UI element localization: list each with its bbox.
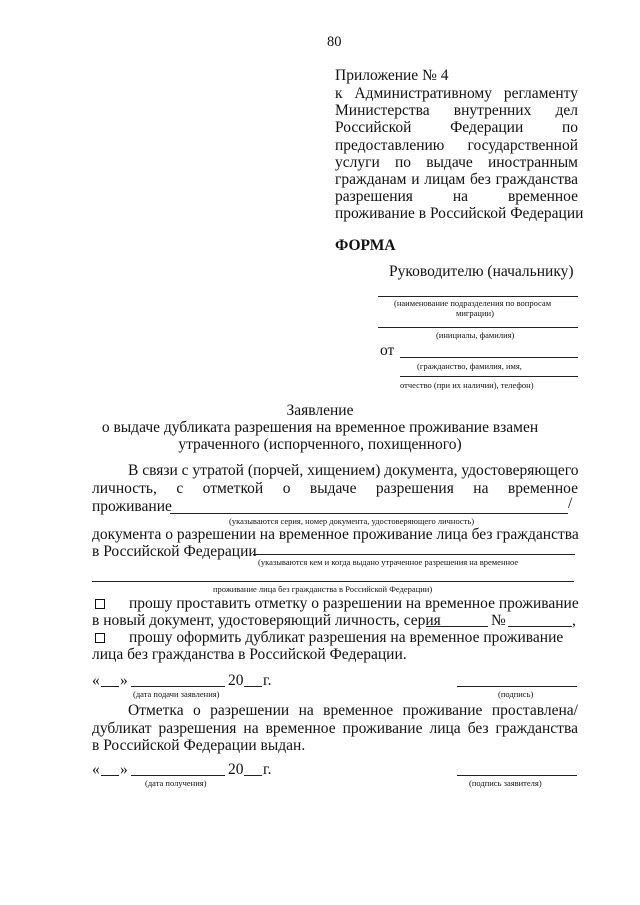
word: Министерства bbox=[335, 102, 430, 120]
date-1-open-quote: « bbox=[92, 672, 100, 689]
word: Административному bbox=[354, 85, 492, 102]
word: внутренних bbox=[453, 102, 532, 120]
word: без bbox=[467, 720, 489, 737]
word: о bbox=[192, 702, 201, 719]
word: и bbox=[411, 171, 420, 188]
date-2-open-quote: « bbox=[92, 761, 100, 778]
note-line-2 bbox=[92, 720, 578, 738]
word: отметкой bbox=[202, 480, 264, 497]
word: на bbox=[452, 188, 469, 206]
word: разрешения bbox=[335, 188, 413, 206]
note-line-1 bbox=[128, 702, 578, 720]
word: к bbox=[335, 85, 343, 102]
lost-permit-field-line-2[interactable] bbox=[92, 581, 574, 582]
hint-sign-1: (подпись) bbox=[498, 689, 534, 699]
word: гражданства bbox=[495, 720, 578, 737]
number-input-line[interactable] bbox=[508, 626, 572, 627]
word: разрешения bbox=[375, 480, 454, 497]
series-field-line[interactable] bbox=[170, 513, 568, 514]
word: временное bbox=[265, 720, 336, 737]
statement-subtitle-1: о выдаче дубликата разрешения на временное проживание взамен bbox=[101, 419, 539, 436]
word: лица bbox=[429, 720, 461, 737]
word: на bbox=[243, 720, 259, 737]
word: государственной bbox=[467, 136, 578, 154]
body-line-1: В связи с утратой (порчей, хищением) документа, удостоверяющего bbox=[128, 462, 579, 479]
statement-subtitle-2: утраченного (испорченного, похищенного) bbox=[178, 436, 462, 453]
option-1-number-sign: № bbox=[491, 612, 506, 629]
page-number: 80 bbox=[327, 34, 342, 50]
option-1-line-2: в новый документ, удостоверяющий личность, серия bbox=[92, 612, 441, 629]
addressee-to: Руководителю (начальнику) bbox=[389, 263, 574, 280]
word: личность, bbox=[92, 480, 157, 497]
date-1-month-line[interactable] bbox=[131, 686, 225, 687]
option-1-comma: , bbox=[572, 612, 576, 629]
body-line-3-end: / bbox=[568, 495, 573, 512]
option-2-line-1: прошу оформить дубликат разрешения на временное проживание bbox=[129, 629, 564, 646]
date-2-year-line[interactable] bbox=[244, 775, 262, 776]
date-1-year: 20 bbox=[228, 672, 244, 689]
word: дел bbox=[555, 102, 578, 120]
word: на bbox=[298, 702, 314, 719]
statement-title: Заявление bbox=[286, 402, 354, 419]
word: о bbox=[282, 480, 291, 497]
word: проживание bbox=[402, 702, 483, 719]
date-1-close-quote: » bbox=[120, 672, 128, 689]
appendix-line bbox=[335, 154, 578, 172]
appendix-title: Приложение № 4 bbox=[335, 67, 449, 84]
date-1-day-line[interactable] bbox=[101, 686, 119, 687]
word: гражданам bbox=[335, 171, 407, 188]
hint-lost-1: (указываются кем и когда выдано утраченное разрешения на временное bbox=[258, 557, 519, 567]
unit-field-line[interactable] bbox=[378, 296, 578, 297]
word: с bbox=[176, 480, 184, 497]
date-2-month-line[interactable] bbox=[131, 775, 225, 776]
hint-date-2: (дата получения) bbox=[145, 778, 207, 788]
lost-permit-field-line[interactable] bbox=[253, 554, 575, 555]
body-line-2 bbox=[92, 480, 578, 498]
hint-date-1: (дата подачи заявления) bbox=[133, 689, 220, 699]
body-line-4: документа о разрешении на временное проживание лица без гражданства bbox=[92, 526, 579, 543]
hint-lost-2: проживание лица без гражданства в Российской Федерации) bbox=[213, 584, 433, 594]
word: на bbox=[473, 480, 489, 497]
option-2-line-2: лица без гражданства в Российской Федерации. bbox=[92, 646, 407, 663]
signature-1-line[interactable] bbox=[457, 686, 577, 687]
word: дубликат bbox=[92, 720, 152, 737]
date-2-day-line[interactable] bbox=[101, 775, 119, 776]
appendix-line bbox=[335, 171, 578, 189]
option-2-checkbox[interactable] bbox=[95, 633, 105, 643]
date-2-year-suffix: г. bbox=[263, 761, 272, 778]
word: предоставлению bbox=[335, 136, 445, 154]
word: услуги bbox=[335, 153, 380, 171]
hint-patronymic: отчество (при их наличии), телефон) bbox=[400, 380, 534, 390]
appendix-line bbox=[335, 85, 578, 103]
word: временное bbox=[507, 480, 578, 497]
date-1-year-suffix: г. bbox=[263, 672, 272, 689]
signature-2-line[interactable] bbox=[457, 775, 577, 776]
word: выдаче bbox=[426, 153, 473, 171]
appendix-line bbox=[335, 188, 578, 206]
hint-unit-2: миграции) bbox=[456, 308, 494, 318]
hint-sign-2: (подпись заявителя) bbox=[469, 778, 542, 788]
word: проставлена/ bbox=[491, 702, 578, 719]
word: Отметка bbox=[128, 702, 184, 719]
patronymic-field-line[interactable] bbox=[400, 376, 578, 377]
word: иностранным bbox=[487, 153, 578, 171]
date-1-year-line[interactable] bbox=[244, 686, 262, 687]
citizen-field-line[interactable] bbox=[400, 357, 578, 358]
word: по bbox=[561, 119, 578, 137]
hint-citizen: (гражданство, фамилия, имя, bbox=[417, 361, 522, 371]
word: разрешения bbox=[158, 720, 237, 737]
hint-initials: (инициалы, фамилия) bbox=[436, 330, 515, 340]
word: Российской bbox=[335, 119, 412, 137]
word: временное bbox=[507, 188, 578, 206]
option-1-checkbox[interactable] bbox=[95, 599, 105, 609]
appendix-line bbox=[335, 119, 578, 137]
word: выдаче bbox=[309, 480, 357, 497]
from-label: от bbox=[380, 342, 395, 359]
date-2-close-quote: » bbox=[120, 761, 128, 778]
word: временное bbox=[323, 702, 394, 719]
form-label: ФОРМА bbox=[335, 237, 396, 254]
initials-field-line[interactable] bbox=[378, 327, 578, 328]
hint-unit-1: (наименование подразделения по вопросам bbox=[394, 298, 552, 308]
option-1-line-1: прошу проставить отметку о разрешении на временное проживание bbox=[129, 595, 579, 612]
hint-series: (указываются серия, номер документа, удостоверяющего личность) bbox=[229, 516, 475, 526]
appendix-line bbox=[335, 137, 578, 155]
appendix-last-line: проживание в Российской Федерации bbox=[335, 205, 584, 222]
body-line-3-start: проживание bbox=[92, 498, 172, 515]
word: Федерации bbox=[450, 119, 524, 137]
word: гражданства bbox=[495, 171, 578, 188]
appendix-line bbox=[335, 102, 578, 120]
date-2-year: 20 bbox=[228, 761, 244, 778]
series-input-line[interactable] bbox=[426, 626, 488, 627]
word: разрешении bbox=[210, 702, 290, 719]
word: проживание bbox=[342, 720, 423, 737]
word: регламенту bbox=[503, 85, 578, 102]
word: лицам bbox=[424, 171, 466, 188]
note-line-3: в Российской Федерации выдан. bbox=[92, 737, 306, 754]
body-line-5: в Российской Федерации bbox=[92, 543, 257, 560]
word: по bbox=[394, 153, 412, 171]
word: без bbox=[469, 171, 491, 188]
